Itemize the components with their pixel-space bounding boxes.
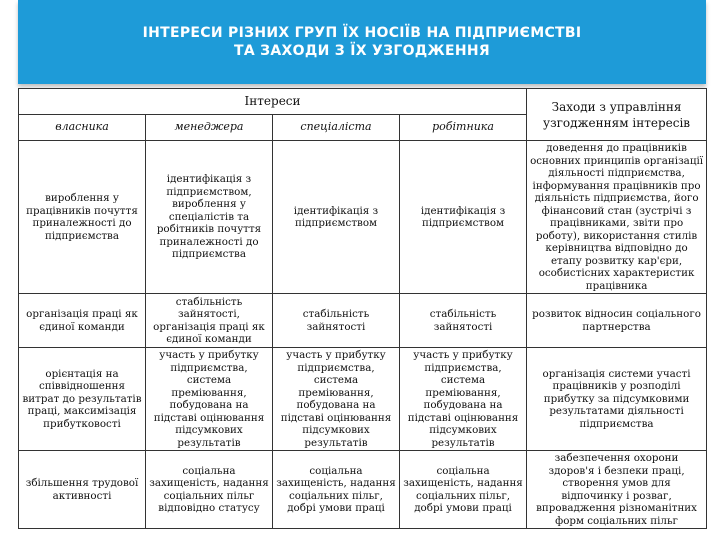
column-header-worker: робітника	[400, 115, 527, 141]
column-header-specialist: спеціаліста	[273, 115, 400, 141]
cell-measures: забезпечення охорони здоров'я і безпеки праці, створення умов для відпочинку і розваг, впровадження різноманітних форм соціальних пільг	[527, 451, 707, 529]
slide-title-line-2: ТА ЗАХОДИ З ЇХ УЗГОДЖЕННЯ	[234, 43, 490, 59]
cell-worker: ідентифікація з підприємством	[400, 141, 527, 294]
table-row	[19, 294, 707, 348]
cell-manager: стабільність зайнятості, організація праці як єдиної команди	[146, 294, 273, 348]
cell-owner: вироблення у працівників почуття приналежності до підприємства	[19, 141, 146, 294]
table-row	[19, 348, 707, 451]
interests-header: Інтереси	[19, 89, 527, 115]
slide-title-band	[18, 0, 706, 84]
cell-measures: доведення до працівників основних принципів організації діяльності підприємства, інформування працівників про діяльність підприємства, його фінансовий стан (зустрічі з працівниками, звіти про роботу), використання стилів керівництва відповідно до етапу розвитку кар'єри, особистісних характеристик працівника	[527, 141, 707, 294]
cell-measures: розвиток відносин соціального партнерства	[527, 294, 707, 348]
cell-measures: організація системи участі працівників у розподілі прибутку за підсумковими результатами діяльності підприємства	[527, 348, 707, 451]
cell-worker: участь у прибутку підприємства, система преміювання, побудована на підставі оцінювання підсумкових результатів	[400, 348, 527, 451]
table-row	[19, 451, 707, 529]
cell-specialist: участь у прибутку підприємства, система преміювання, побудована на підставі оцінювання підсумкових результатів	[273, 348, 400, 451]
table-row	[19, 141, 707, 294]
cell-owner: збільшення трудової активності	[19, 451, 146, 529]
interests-table	[18, 88, 707, 529]
measures-header: Заходи з управління узгодженням інтересів	[527, 89, 707, 141]
column-header-manager: менеджера	[146, 115, 273, 141]
slide-title-line-1: ІНТЕРЕСИ РІЗНИХ ГРУП ЇХ НОСІЇВ НА ПІДПРИЄМСТВІ	[142, 25, 582, 41]
cell-specialist: ідентифікація з підприємством	[273, 141, 400, 294]
cell-worker: соціальна захищеність, надання соціальних пільг, добрі умови праці	[400, 451, 527, 529]
cell-manager: участь у прибутку підприємства, система преміювання, побудована на підставі оцінювання підсумкових результатів	[146, 348, 273, 451]
cell-owner: організація праці як єдиної команди	[19, 294, 146, 348]
cell-worker: стабільність зайнятості	[400, 294, 527, 348]
header-row-1	[19, 89, 707, 115]
cell-manager: ідентифікація з підприємством, вироблення у спеціалістів та робітників почуття приналежності до підприємства	[146, 141, 273, 294]
column-header-owner: власника	[19, 115, 146, 141]
cell-specialist: соціальна захищеність, надання соціальних пільг, добрі умови праці	[273, 451, 400, 529]
cell-specialist: стабільність зайнятості	[273, 294, 400, 348]
cell-manager: соціальна захищеність, надання соціальних пільг відповідно статусу	[146, 451, 273, 529]
cell-owner: орієнтація на співвідношення витрат до результатів праці, максимізація прибутковості	[19, 348, 146, 451]
